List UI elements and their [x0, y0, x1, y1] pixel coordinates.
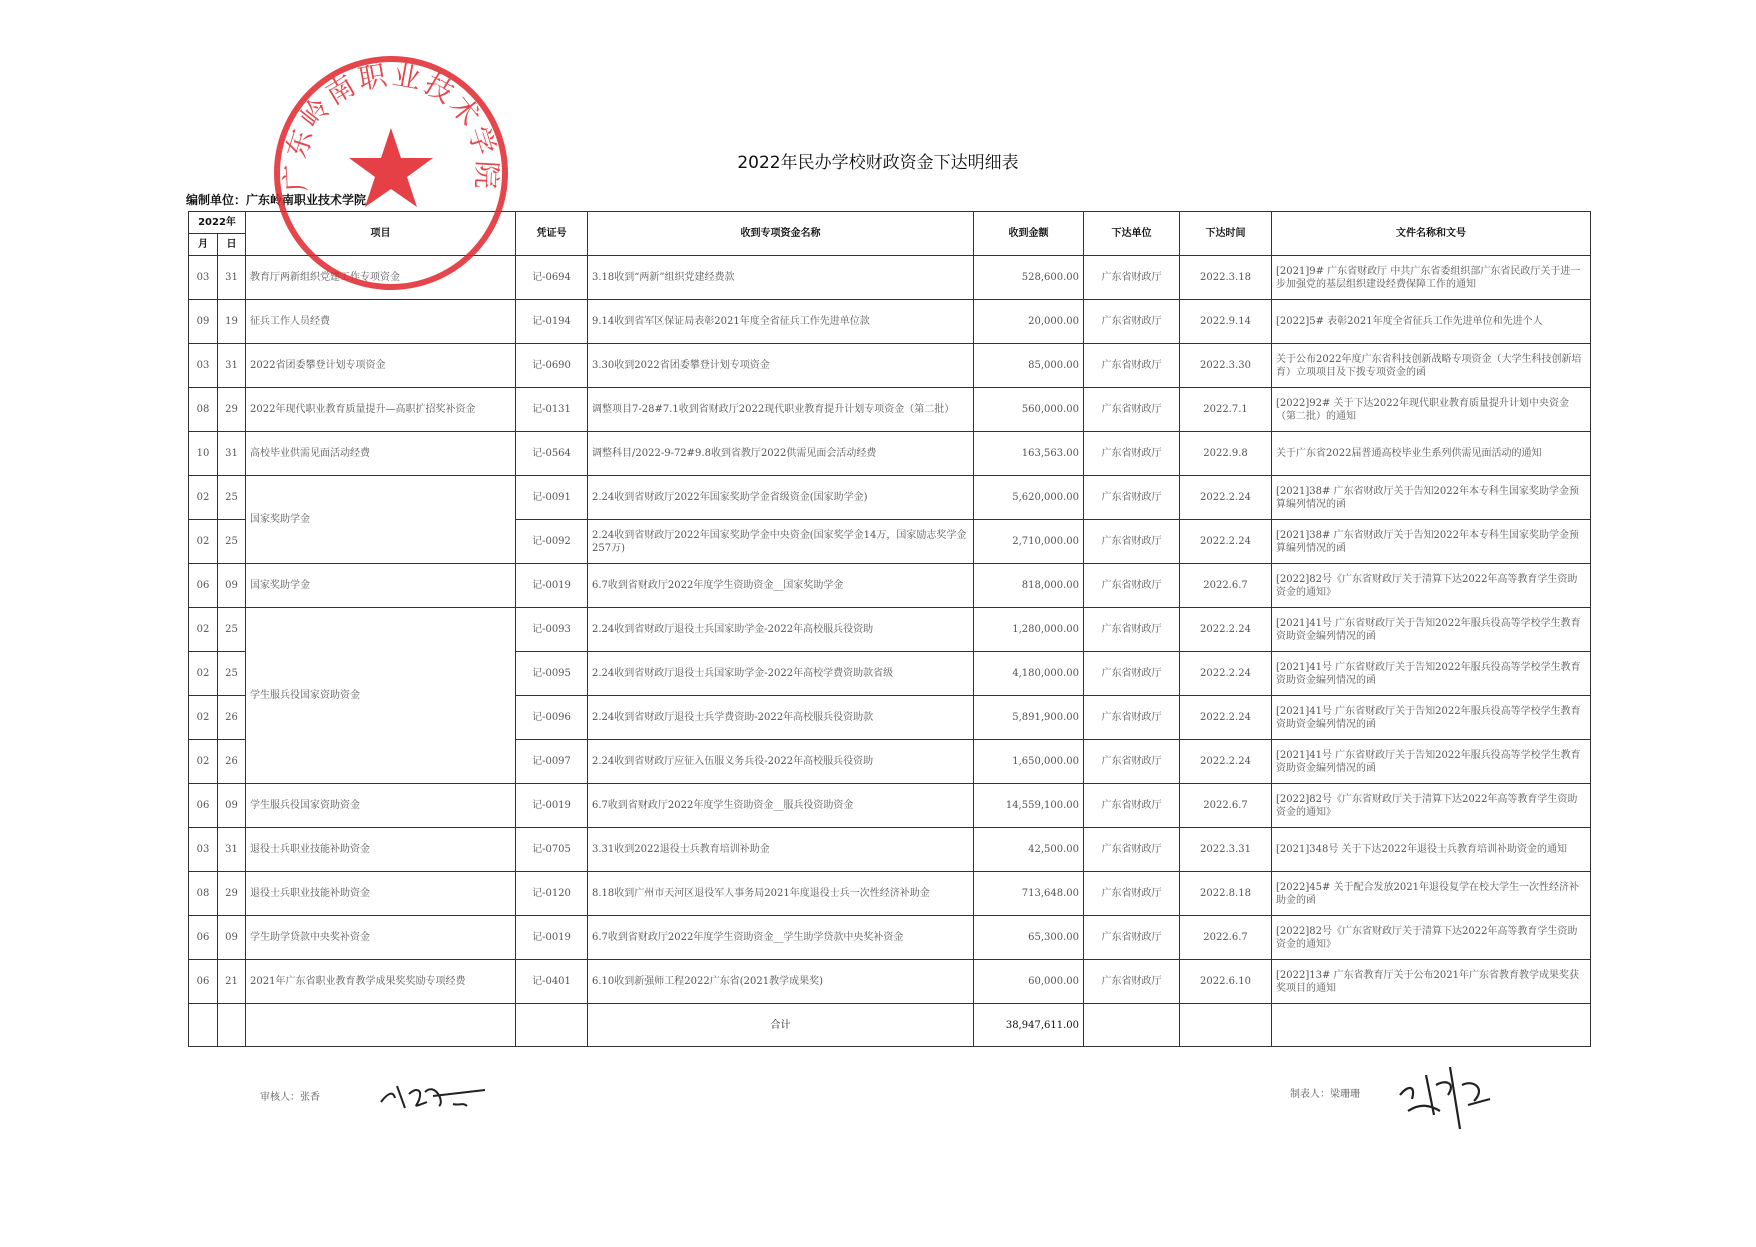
month-cell: 03 — [189, 828, 218, 872]
doc-ref-cell: 关于公布2022年度广东省科技创新战略专项资金（大学生科技创新培育）立项项目及下拨专项资金的函 — [1272, 344, 1591, 388]
day-cell: 25 — [218, 476, 246, 520]
project-cell: 学生服兵役国家资助资金 — [246, 784, 516, 828]
amount-cell: 42,500.00 — [974, 828, 1084, 872]
total-label: 合计 — [588, 1004, 974, 1047]
voucher-cell: 记-0093 — [516, 608, 588, 652]
fund-name-cell: 2.24收到省财政厅退役士兵学费资助-2022年高校服兵役资助款 — [588, 696, 974, 740]
header-year: 2022年 — [189, 212, 246, 234]
project-cell: 退役士兵职业技能补助资金 — [246, 872, 516, 916]
day-cell: 31 — [218, 432, 246, 476]
table-row — [189, 564, 1591, 608]
voucher-cell: 记-0097 — [516, 740, 588, 784]
doc-ref-cell: [2021]38# 广东省财政厅关于告知2022年本专科生国家奖助学金预算编列情况的函 — [1272, 476, 1591, 520]
table-row — [189, 784, 1591, 828]
issuer-cell: 广东省财政厅 — [1084, 300, 1180, 344]
issue-date-cell: 2022.2.24 — [1180, 652, 1272, 696]
fund-name-cell: 2.24收到省财政厅2022年国家奖助学金中央资金(国家奖学金14万，国家励志奖学金257万) — [588, 520, 974, 564]
amount-cell: 163,563.00 — [974, 432, 1084, 476]
issuer-cell: 广东省财政厅 — [1084, 740, 1180, 784]
issue-date-cell: 2022.3.18 — [1180, 256, 1272, 300]
day-cell: 21 — [218, 960, 246, 1004]
voucher-cell: 记-0194 — [516, 300, 588, 344]
voucher-cell: 记-0019 — [516, 916, 588, 960]
seal-star-icon — [349, 128, 433, 207]
month-cell: 02 — [189, 520, 218, 564]
day-cell: 31 — [218, 828, 246, 872]
seal-text: 广东岭南职业技术学院 — [278, 58, 504, 193]
month-cell: 06 — [189, 916, 218, 960]
day-cell: 29 — [218, 388, 246, 432]
amount-cell: 818,000.00 — [974, 564, 1084, 608]
issue-date-cell: 2022.3.31 — [1180, 828, 1272, 872]
voucher-cell: 记-0401 — [516, 960, 588, 1004]
issuer-cell: 广东省财政厅 — [1084, 652, 1180, 696]
fund-name-cell: 3.18收到“两新”组织党建经费款 — [588, 256, 974, 300]
table-row — [189, 432, 1591, 476]
issuer-cell: 广东省财政厅 — [1084, 256, 1180, 300]
project-cell: 2022省团委攀登计划专项资金 — [246, 344, 516, 388]
issuer-cell: 广东省财政厅 — [1084, 520, 1180, 564]
doc-ref-cell: [2021]41号 广东省财政厅关于告知2022年服兵役高等学校学生教育资助资金编列情况的函 — [1272, 608, 1591, 652]
amount-cell: 5,891,900.00 — [974, 696, 1084, 740]
fund-name-cell: 3.30收到2022省团委攀登计划专项资金 — [588, 344, 974, 388]
issuer-cell: 广东省财政厅 — [1084, 696, 1180, 740]
fund-name-cell: 9.14收到省军区保证局表彰2021年度全省征兵工作先进单位款 — [588, 300, 974, 344]
day-cell: 31 — [218, 344, 246, 388]
official-seal — [268, 50, 514, 296]
day-cell: 25 — [218, 520, 246, 564]
total-empty-issuer — [1084, 1004, 1180, 1047]
voucher-cell: 记-0690 — [516, 344, 588, 388]
fund-name-cell: 2.24收到省财政厅退役士兵国家助学金-2022年高校学费资助款省级 — [588, 652, 974, 696]
amount-cell: 560,000.00 — [974, 388, 1084, 432]
month-cell: 10 — [189, 432, 218, 476]
issue-date-cell: 2022.2.24 — [1180, 520, 1272, 564]
table-row — [189, 960, 1591, 1004]
month-cell: 03 — [189, 256, 218, 300]
amount-cell: 713,648.00 — [974, 872, 1084, 916]
table-body — [189, 256, 1591, 1004]
voucher-cell: 记-0564 — [516, 432, 588, 476]
header-doc-ref: 文件名称和文号 — [1272, 212, 1591, 256]
voucher-cell: 记-0705 — [516, 828, 588, 872]
fund-name-cell: 调整科目/2022-9-72#9.8收到省教厅2022供需见面会活动经费 — [588, 432, 974, 476]
project-cell: 学生服兵役国家资助资金 — [246, 608, 516, 784]
project-cell: 学生助学贷款中央奖补资金 — [246, 916, 516, 960]
amount-cell: 5,620,000.00 — [974, 476, 1084, 520]
issuer-cell: 广东省财政厅 — [1084, 828, 1180, 872]
issuer-cell: 广东省财政厅 — [1084, 960, 1180, 1004]
issuer-cell: 广东省财政厅 — [1084, 388, 1180, 432]
project-cell: 退役士兵职业技能补助资金 — [246, 828, 516, 872]
header-issuer: 下达单位 — [1084, 212, 1180, 256]
amount-cell: 4,180,000.00 — [974, 652, 1084, 696]
doc-ref-cell: [2021]348号 关于下达2022年退役士兵教育培训补助资金的通知 — [1272, 828, 1591, 872]
voucher-cell: 记-0092 — [516, 520, 588, 564]
day-cell: 19 — [218, 300, 246, 344]
month-cell: 08 — [189, 388, 218, 432]
voucher-cell: 记-0694 — [516, 256, 588, 300]
fund-name-cell: 2.24收到省财政厅退役士兵国家助学金-2022年高校服兵役资助 — [588, 608, 974, 652]
issue-date-cell: 2022.2.24 — [1180, 476, 1272, 520]
day-cell: 09 — [218, 564, 246, 608]
month-cell: 09 — [189, 300, 218, 344]
voucher-cell: 记-0120 — [516, 872, 588, 916]
doc-ref-cell: [2022]82号《广东省财政厅关于清算下达2022年高等教育学生资助资金的通知》 — [1272, 916, 1591, 960]
issue-date-cell: 2022.2.24 — [1180, 740, 1272, 784]
month-cell: 02 — [189, 696, 218, 740]
issuer-cell: 广东省财政厅 — [1084, 608, 1180, 652]
table-row — [189, 872, 1591, 916]
day-cell: 26 — [218, 696, 246, 740]
voucher-cell: 记-0091 — [516, 476, 588, 520]
fund-name-cell: 3.31收到2022退役士兵教育培训补助金 — [588, 828, 974, 872]
header-voucher: 凭证号 — [516, 212, 588, 256]
day-cell: 25 — [218, 608, 246, 652]
amount-cell: 1,650,000.00 — [974, 740, 1084, 784]
project-cell: 2022年现代职业教育质量提升—高职扩招奖补资金 — [246, 388, 516, 432]
doc-ref-cell: [2021]41号 广东省财政厅关于告知2022年服兵役高等学校学生教育资助资金编列情况的函 — [1272, 740, 1591, 784]
issuer-cell: 广东省财政厅 — [1084, 432, 1180, 476]
month-cell: 08 — [189, 872, 218, 916]
fund-name-cell: 2.24收到省财政厅2022年国家奖助学金省级资金(国家助学金) — [588, 476, 974, 520]
day-cell: 25 — [218, 652, 246, 696]
fund-name-cell: 8.18收到广州市天河区退役军人事务局2021年度退役士兵一次性经济补助金 — [588, 872, 974, 916]
table-row — [189, 916, 1591, 960]
month-cell: 02 — [189, 652, 218, 696]
month-cell: 06 — [189, 564, 218, 608]
day-cell: 29 — [218, 872, 246, 916]
day-cell: 09 — [218, 784, 246, 828]
issuer-cell: 广东省财政厅 — [1084, 916, 1180, 960]
doc-ref-cell: [2022]5# 表彰2021年度全省征兵工作先进单位和先进个人 — [1272, 300, 1591, 344]
doc-ref-cell: [2022]13# 广东省教育厅关于公布2021年广东省教育教学成果奖获奖项目的通知 — [1272, 960, 1591, 1004]
total-empty-doc — [1272, 1004, 1591, 1047]
table-row — [189, 608, 1591, 652]
issuer-cell: 广东省财政厅 — [1084, 344, 1180, 388]
amount-cell: 20,000.00 — [974, 300, 1084, 344]
amount-cell: 528,600.00 — [974, 256, 1084, 300]
project-cell: 2021年广东省职业教育教学成果奖奖励专项经费 — [246, 960, 516, 1004]
header-fund-name: 收到专项资金名称 — [588, 212, 974, 256]
doc-ref-cell: [2021]41号 广东省财政厅关于告知2022年服兵役高等学校学生教育资助资金编列情况的函 — [1272, 696, 1591, 740]
project-cell: 高校毕业供需见面活动经费 — [246, 432, 516, 476]
maker-label: 制表人：梁珊珊 — [1290, 1089, 1360, 1100]
month-cell: 02 — [189, 608, 218, 652]
issuer-cell: 广东省财政厅 — [1084, 784, 1180, 828]
header-issue-date: 下达时间 — [1180, 212, 1272, 256]
total-amount: 38,947,611.00 — [974, 1004, 1084, 1047]
project-cell: 国家奖助学金 — [246, 564, 516, 608]
day-cell: 26 — [218, 740, 246, 784]
header-month: 月 — [189, 234, 218, 256]
doc-ref-cell: [2021]41号 广东省财政厅关于告知2022年服兵役高等学校学生教育资助资金编列情况的函 — [1272, 652, 1591, 696]
doc-ref-cell: [2021]38# 广东省财政厅关于告知2022年本专科生国家奖助学金预算编列情况的函 — [1272, 520, 1591, 564]
issue-date-cell: 2022.6.7 — [1180, 784, 1272, 828]
fund-name-cell: 调整项目7-28#7.1收到省财政厅2022现代职业教育提升计划专项资金（第二批） — [588, 388, 974, 432]
total-empty-voucher — [516, 1004, 588, 1047]
issue-date-cell: 2022.6.10 — [1180, 960, 1272, 1004]
total-empty-project — [246, 1004, 516, 1047]
table-row — [189, 476, 1591, 520]
voucher-cell: 记-0096 — [516, 696, 588, 740]
table-row — [189, 344, 1591, 388]
month-cell: 02 — [189, 740, 218, 784]
table-row — [189, 300, 1591, 344]
table-row — [189, 388, 1591, 432]
fund-table — [188, 211, 1591, 1047]
header-day: 日 — [218, 234, 246, 256]
total-row — [189, 1004, 1591, 1047]
day-cell: 09 — [218, 916, 246, 960]
doc-ref-cell: [2022]92# 关于下达2022年现代职业教育质量提升计划中央资金（第二批）的通知 — [1272, 388, 1591, 432]
doc-ref-cell: [2022]45# 关于配合发放2021年退役复学在校大学生一次性经济补助金的函 — [1272, 872, 1591, 916]
reviewer-signature — [375, 1072, 495, 1116]
month-cell: 06 — [189, 784, 218, 828]
page-title: 2022年民办学校财政资金下达明细表 — [737, 153, 1019, 173]
day-cell: 31 — [218, 256, 246, 300]
compiling-unit: 编制单位：广东岭南职业技术学院 — [186, 193, 367, 207]
project-cell: 教育厅两新组织党建工作专项资金 — [246, 256, 516, 300]
doc-ref-cell: [2022]82号《广东省财政厅关于清算下达2022年高等教育学生资助资金的通知》 — [1272, 564, 1591, 608]
voucher-cell: 记-0019 — [516, 564, 588, 608]
issue-date-cell: 2022.2.24 — [1180, 696, 1272, 740]
total-empty-date — [1180, 1004, 1272, 1047]
month-cell: 03 — [189, 344, 218, 388]
maker-signature — [1390, 1055, 1500, 1135]
doc-ref-cell: [2021]9# 广东省财政厅 中共广东省委组织部广东省民政厅关于进一步加强党的基层组织建设经费保障工作的通知 — [1272, 256, 1591, 300]
issue-date-cell: 2022.2.24 — [1180, 608, 1272, 652]
header-amount: 收到金额 — [974, 212, 1084, 256]
month-cell: 06 — [189, 960, 218, 1004]
voucher-cell: 记-0095 — [516, 652, 588, 696]
header-project: 项目 — [246, 212, 516, 256]
project-cell: 国家奖助学金 — [246, 476, 516, 564]
amount-cell: 65,300.00 — [974, 916, 1084, 960]
fund-name-cell: 6.7收到省财政厅2022年度学生资助资金__国家奖助学金 — [588, 564, 974, 608]
issue-date-cell: 2022.3.30 — [1180, 344, 1272, 388]
doc-ref-cell: 关于广东省2022届普通高校毕业生系列供需见面活动的通知 — [1272, 432, 1591, 476]
issue-date-cell: 2022.9.14 — [1180, 300, 1272, 344]
month-cell: 02 — [189, 476, 218, 520]
voucher-cell: 记-0131 — [516, 388, 588, 432]
issuer-cell: 广东省财政厅 — [1084, 872, 1180, 916]
project-cell: 征兵工作人员经费 — [246, 300, 516, 344]
doc-ref-cell: [2022]82号《广东省财政厅关于清算下达2022年高等教育学生资助资金的通知》 — [1272, 784, 1591, 828]
amount-cell: 14,559,100.00 — [974, 784, 1084, 828]
issue-date-cell: 2022.8.18 — [1180, 872, 1272, 916]
issuer-cell: 广东省财政厅 — [1084, 564, 1180, 608]
total-empty-day — [218, 1004, 246, 1047]
voucher-cell: 记-0019 — [516, 784, 588, 828]
table-row — [189, 828, 1591, 872]
fund-name-cell: 6.7收到省财政厅2022年度学生资助资金__学生助学贷款中央奖补资金 — [588, 916, 974, 960]
issue-date-cell: 2022.7.1 — [1180, 388, 1272, 432]
amount-cell: 60,000.00 — [974, 960, 1084, 1004]
fund-name-cell: 6.10收到新强师工程2022广东省(2021教学成果奖) — [588, 960, 974, 1004]
issue-date-cell: 2022.9.8 — [1180, 432, 1272, 476]
issuer-cell: 广东省财政厅 — [1084, 476, 1180, 520]
fund-name-cell: 2.24收到省财政厅应征入伍服义务兵役-2022年高校服兵役资助 — [588, 740, 974, 784]
amount-cell: 1,280,000.00 — [974, 608, 1084, 652]
reviewer-label: 审核人：张香 — [260, 1092, 320, 1103]
amount-cell: 2,710,000.00 — [974, 520, 1084, 564]
issue-date-cell: 2022.6.7 — [1180, 564, 1272, 608]
amount-cell: 85,000.00 — [974, 344, 1084, 388]
issue-date-cell: 2022.6.7 — [1180, 916, 1272, 960]
fund-name-cell: 6.7收到省财政厅2022年度学生资助资金__服兵役资助资金 — [588, 784, 974, 828]
total-empty-month — [189, 1004, 218, 1047]
